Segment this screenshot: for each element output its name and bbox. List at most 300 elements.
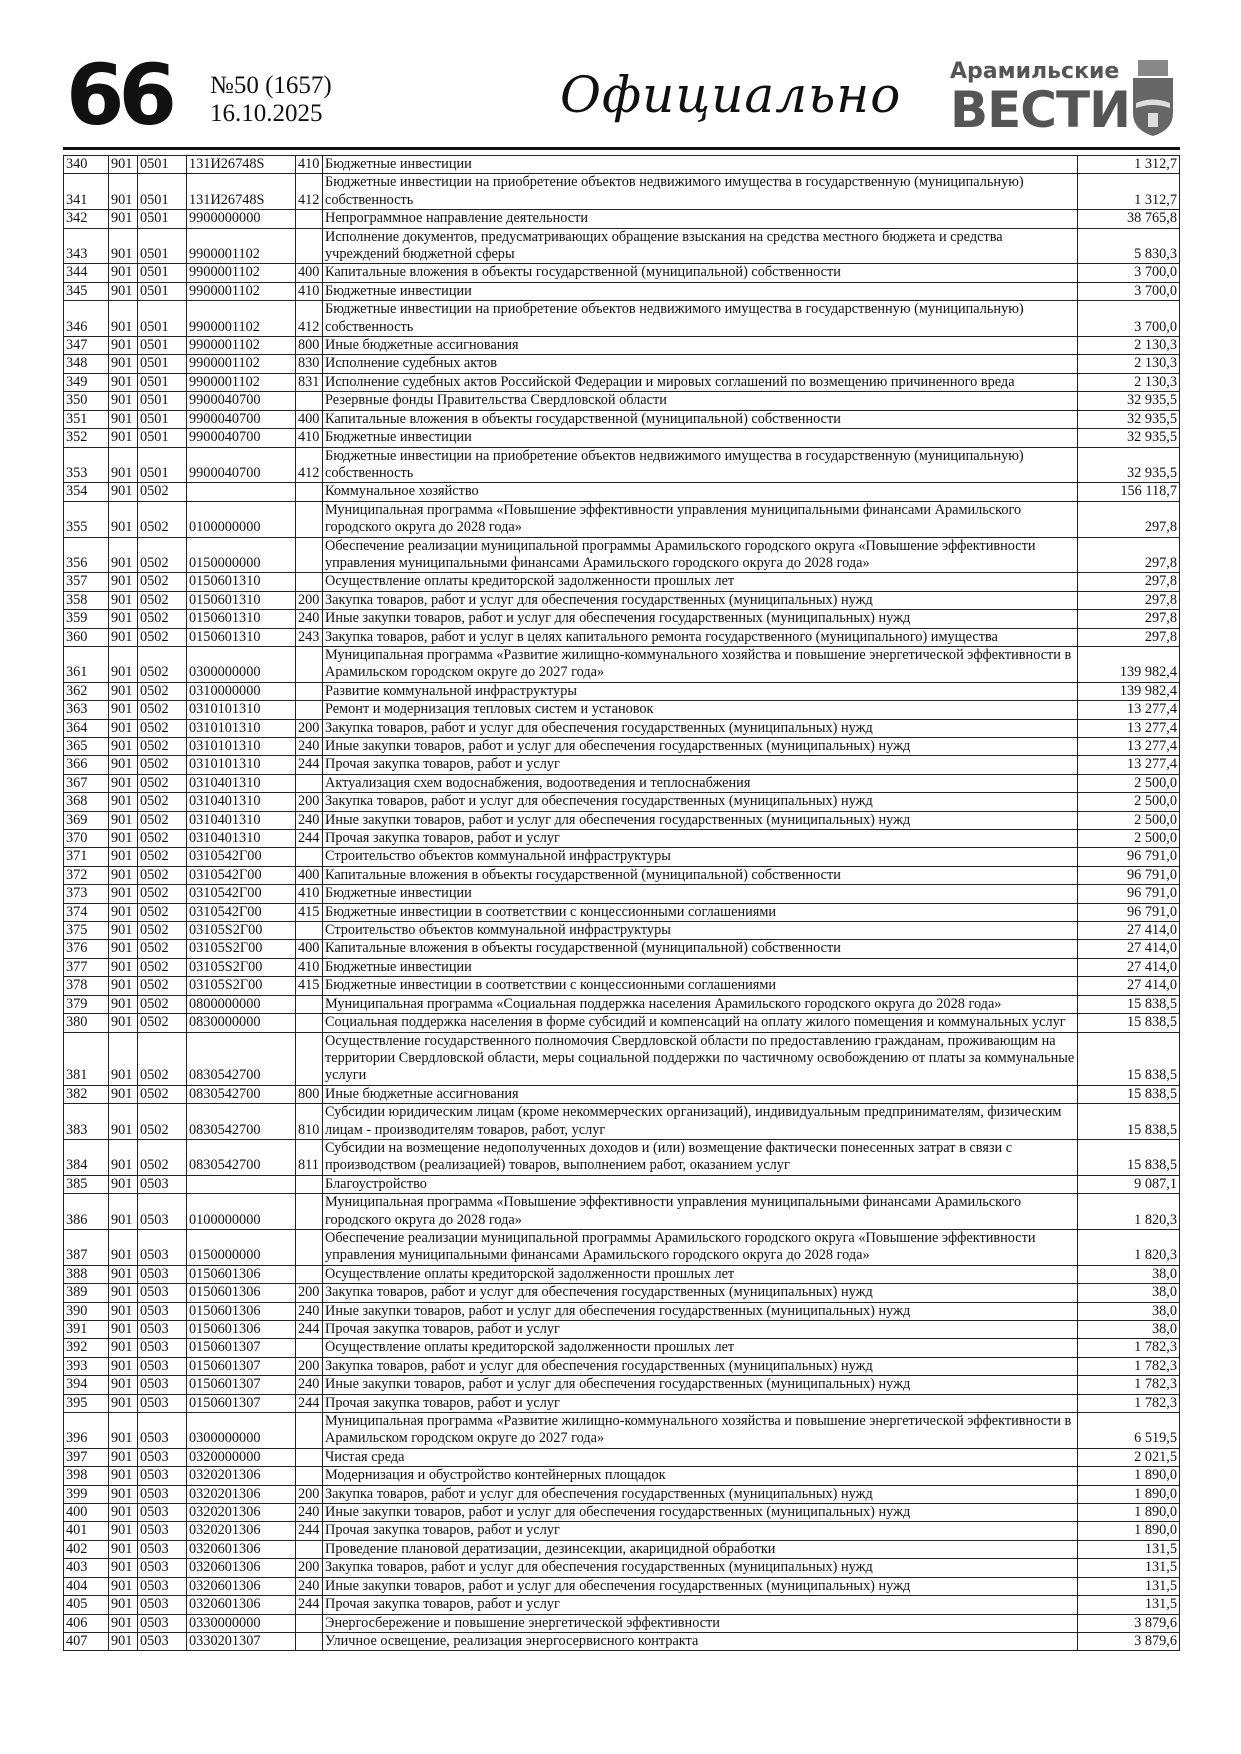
description: Обеспечение реализации муниципальной программы Арамильского городского округа «Повышение эффективности управления муниципальными финансами Арамильского городского округа до 2028 года» <box>323 537 1078 573</box>
table-row <box>64 1357 1180 1375</box>
expense-type <box>296 1032 323 1085</box>
section-code: 0502 <box>138 958 187 976</box>
target-article: 0300000000 <box>187 646 296 682</box>
expense-type: 240 <box>296 1577 323 1595</box>
expense-type <box>296 1614 323 1632</box>
row-number: 377 <box>64 958 109 976</box>
description: Бюджетные инвестиции <box>323 429 1078 447</box>
department-code: 901 <box>109 228 138 264</box>
department-code: 901 <box>109 373 138 391</box>
description: Закупка товаров, работ и услуг для обеспечения государственных (муниципальных) нужд <box>323 1559 1078 1577</box>
expense-type <box>296 774 323 792</box>
row-number: 372 <box>64 866 109 884</box>
expense-type: 410 <box>296 282 323 300</box>
row-number: 390 <box>64 1302 109 1320</box>
department-code: 901 <box>109 1394 138 1412</box>
target-article: 9900001102 <box>187 282 296 300</box>
newspaper-logo <box>950 59 1130 139</box>
section-code: 0501 <box>138 156 187 174</box>
row-number: 342 <box>64 210 109 228</box>
table-row <box>64 1085 1180 1103</box>
description: Закупка товаров, работ и услуг для обеспечения государственных (муниципальных) нужд <box>323 793 1078 811</box>
description: Обеспечение реализации муниципальной программы Арамильского городского округа «Повышение эффективности управления муниципальными финансами Арамильского городского округа до 2028 года» <box>323 1229 1078 1265</box>
row-number: 407 <box>64 1632 109 1650</box>
target-article: 0150601307 <box>187 1394 296 1412</box>
section-code: 0502 <box>138 1032 187 1085</box>
amount: 297,8 <box>1078 628 1180 646</box>
amount: 1 312,7 <box>1078 174 1180 210</box>
department-code: 901 <box>109 392 138 410</box>
amount: 32 935,5 <box>1078 447 1180 483</box>
expense-type: 800 <box>296 1085 323 1103</box>
department-code: 901 <box>109 940 138 958</box>
amount: 32 935,5 <box>1078 392 1180 410</box>
expense-type: 244 <box>296 830 323 848</box>
description: Резервные фонды Правительства Свердловской области <box>323 392 1078 410</box>
expense-type: 800 <box>296 337 323 355</box>
row-number: 368 <box>64 793 109 811</box>
description: Прочая закупка товаров, работ и услуг <box>323 1394 1078 1412</box>
department-code: 901 <box>109 811 138 829</box>
amount: 13 277,4 <box>1078 719 1180 737</box>
section-code: 0503 <box>138 1175 187 1193</box>
section-code: 0501 <box>138 373 187 391</box>
description: Осуществление оплаты кредиторской задолженности прошлых лет <box>323 1265 1078 1283</box>
target-article: 0310101310 <box>187 719 296 737</box>
amount: 2 500,0 <box>1078 774 1180 792</box>
section-code: 0502 <box>138 719 187 737</box>
issue-number: №50 (1657) <box>210 72 332 99</box>
target-article: 9900040700 <box>187 429 296 447</box>
expense-type <box>296 1467 323 1485</box>
target-article: 0310542Г00 <box>187 866 296 884</box>
department-code: 901 <box>109 301 138 337</box>
row-number: 406 <box>64 1614 109 1632</box>
table-row <box>64 301 1180 337</box>
department-code: 901 <box>109 410 138 428</box>
description: Осуществление оплаты кредиторской задолженности прошлых лет <box>323 1339 1078 1357</box>
section-code: 0501 <box>138 228 187 264</box>
department-code: 901 <box>109 1175 138 1193</box>
row-number: 391 <box>64 1321 109 1339</box>
expense-type <box>296 228 323 264</box>
table-row <box>64 447 1180 483</box>
expense-type <box>296 1632 323 1650</box>
amount: 15 838,5 <box>1078 1085 1180 1103</box>
row-number: 366 <box>64 756 109 774</box>
amount: 15 838,5 <box>1078 1139 1180 1175</box>
description: Развитие коммунальной инфраструктуры <box>323 682 1078 700</box>
description: Капитальные вложения в объекты государственной (муниципальной) собственности <box>323 410 1078 428</box>
table-row <box>64 830 1180 848</box>
expense-type <box>296 483 323 501</box>
target-article: 0310101310 <box>187 756 296 774</box>
section-code: 0503 <box>138 1357 187 1375</box>
table-row <box>64 811 1180 829</box>
row-number: 350 <box>64 392 109 410</box>
amount: 13 277,4 <box>1078 756 1180 774</box>
row-number: 385 <box>64 1175 109 1193</box>
row-number: 340 <box>64 156 109 174</box>
description: Капитальные вложения в объекты государственной (муниципальной) собственности <box>323 866 1078 884</box>
section-code: 0502 <box>138 756 187 774</box>
expense-type: 240 <box>296 1302 323 1320</box>
amount: 32 935,5 <box>1078 429 1180 447</box>
row-number: 363 <box>64 701 109 719</box>
budget-table <box>63 155 1180 1651</box>
target-article: 0150601306 <box>187 1302 296 1320</box>
target-article: 0330000000 <box>187 1614 296 1632</box>
table-row <box>64 1485 1180 1503</box>
description: Иные бюджетные ассигнования <box>323 337 1078 355</box>
department-code: 901 <box>109 1302 138 1320</box>
department-code: 901 <box>109 1032 138 1085</box>
department-code: 901 <box>109 701 138 719</box>
row-number: 397 <box>64 1448 109 1466</box>
amount: 297,8 <box>1078 501 1180 537</box>
description: Актуализация схем водоснабжения, водоотведения и теплоснабжения <box>323 774 1078 792</box>
amount: 96 791,0 <box>1078 885 1180 903</box>
expense-type: 240 <box>296 738 323 756</box>
description: Иные бюджетные ассигнования <box>323 1085 1078 1103</box>
amount: 297,8 <box>1078 610 1180 628</box>
section-code: 0502 <box>138 591 187 609</box>
section-code: 0502 <box>138 573 187 591</box>
table-row <box>64 1139 1180 1175</box>
section-code: 0502 <box>138 866 187 884</box>
table-row <box>64 848 1180 866</box>
expense-type: 410 <box>296 958 323 976</box>
target-article: 9900001102 <box>187 337 296 355</box>
amount: 13 277,4 <box>1078 701 1180 719</box>
amount: 131,5 <box>1078 1540 1180 1558</box>
table-row <box>64 210 1180 228</box>
description: Социальная поддержка населения в форме субсидий и компенсаций на оплату жилого помещения и коммунальных услуг <box>323 1014 1078 1032</box>
department-code: 901 <box>109 264 138 282</box>
expense-type: 831 <box>296 373 323 391</box>
description: Осуществление государственного полномочия Свердловской области по предоставлению гражданам, проживающим на территории Свердловской области, меры социальной поддержки по частичному освобождению от платы за коммунальные услуги <box>323 1032 1078 1085</box>
row-number: 394 <box>64 1376 109 1394</box>
table-row <box>64 738 1180 756</box>
description: Энергосбережение и повышение энергетической эффективности <box>323 1614 1078 1632</box>
expense-type: 412 <box>296 301 323 337</box>
department-code: 901 <box>109 848 138 866</box>
expense-type <box>296 1448 323 1466</box>
expense-type: 240 <box>296 1376 323 1394</box>
expense-type: 244 <box>296 1394 323 1412</box>
expense-type: 200 <box>296 793 323 811</box>
target-article: 0310542Г00 <box>187 903 296 921</box>
amount: 1 782,3 <box>1078 1394 1180 1412</box>
section-code: 0502 <box>138 1014 187 1032</box>
amount: 27 414,0 <box>1078 958 1180 976</box>
description: Исполнение судебных актов <box>323 355 1078 373</box>
expense-type: 240 <box>296 1504 323 1522</box>
row-number: 359 <box>64 610 109 628</box>
amount: 2 500,0 <box>1078 793 1180 811</box>
department-code: 901 <box>109 337 138 355</box>
table-row <box>64 1175 1180 1193</box>
target-article: 0150601307 <box>187 1357 296 1375</box>
target-article: 0100000000 <box>187 501 296 537</box>
description: Субсидии юридическим лицам (кроме некоммерческих организаций), индивидуальным предпринимателям, физическим лицам - производителям товаров, работ, услуг <box>323 1104 1078 1140</box>
expense-type <box>296 1175 323 1193</box>
department-code: 901 <box>109 738 138 756</box>
target-article: 0320601306 <box>187 1540 296 1558</box>
amount: 15 838,5 <box>1078 995 1180 1013</box>
section-code: 0503 <box>138 1229 187 1265</box>
table-row <box>64 537 1180 573</box>
department-code: 901 <box>109 1504 138 1522</box>
description: Непрограммное направление деятельности <box>323 210 1078 228</box>
department-code: 901 <box>109 1229 138 1265</box>
target-article: 0330201307 <box>187 1632 296 1650</box>
department-code: 901 <box>109 1357 138 1375</box>
section-code: 0503 <box>138 1632 187 1650</box>
section-code: 0503 <box>138 1522 187 1540</box>
section-code: 0503 <box>138 1194 187 1230</box>
department-code: 901 <box>109 1376 138 1394</box>
table-row <box>64 337 1180 355</box>
row-number: 371 <box>64 848 109 866</box>
target-article: 0320201306 <box>187 1504 296 1522</box>
description: Иные закупки товаров, работ и услуг для обеспечения государственных (муниципальных) нужд <box>323 1376 1078 1394</box>
section-code: 0503 <box>138 1504 187 1522</box>
expense-type <box>296 210 323 228</box>
row-number: 401 <box>64 1522 109 1540</box>
table-row <box>64 756 1180 774</box>
description: Строительство объектов коммунальной инфраструктуры <box>323 848 1078 866</box>
amount: 38 765,8 <box>1078 210 1180 228</box>
expense-type: 810 <box>296 1104 323 1140</box>
amount: 96 791,0 <box>1078 848 1180 866</box>
amount: 38,0 <box>1078 1284 1180 1302</box>
expense-type: 410 <box>296 429 323 447</box>
department-code: 901 <box>109 1596 138 1614</box>
description: Бюджетные инвестиции в соответствии с концессионными соглашениями <box>323 903 1078 921</box>
section-code: 0502 <box>138 646 187 682</box>
amount: 297,8 <box>1078 573 1180 591</box>
target-article: 0320201306 <box>187 1467 296 1485</box>
amount: 131,5 <box>1078 1559 1180 1577</box>
target-article: 0830542700 <box>187 1104 296 1140</box>
section-code: 0503 <box>138 1284 187 1302</box>
table-row <box>64 410 1180 428</box>
row-number: 378 <box>64 977 109 995</box>
target-article: 9900040700 <box>187 447 296 483</box>
description: Закупка товаров, работ и услуг в целях капитального ремонта государственного (муниципального) имущества <box>323 628 1078 646</box>
amount: 2 021,5 <box>1078 1448 1180 1466</box>
target-article: 03105S2Г00 <box>187 940 296 958</box>
row-number: 347 <box>64 337 109 355</box>
header-rule <box>63 147 1180 150</box>
section-code: 0501 <box>138 429 187 447</box>
department-code: 901 <box>109 1559 138 1577</box>
expense-type <box>296 537 323 573</box>
section-code: 0503 <box>138 1467 187 1485</box>
section-code: 0502 <box>138 793 187 811</box>
expense-type: 412 <box>296 447 323 483</box>
target-article <box>187 483 296 501</box>
target-article: 0310000000 <box>187 682 296 700</box>
description: Иные закупки товаров, работ и услуг для обеспечения государственных (муниципальных) нужд <box>323 1302 1078 1320</box>
row-number: 405 <box>64 1596 109 1614</box>
section-code: 0503 <box>138 1302 187 1320</box>
target-article: 9900040700 <box>187 392 296 410</box>
expense-type <box>296 1339 323 1357</box>
department-code: 901 <box>109 591 138 609</box>
description: Иные закупки товаров, работ и услуг для обеспечения государственных (муниципальных) нужд <box>323 610 1078 628</box>
amount: 3 700,0 <box>1078 264 1180 282</box>
section-code: 0501 <box>138 210 187 228</box>
section-code: 0503 <box>138 1265 187 1283</box>
department-code: 901 <box>109 210 138 228</box>
table-row <box>64 1614 1180 1632</box>
expense-type <box>296 922 323 940</box>
table-row <box>64 174 1180 210</box>
department-code: 901 <box>109 719 138 737</box>
table-row <box>64 1265 1180 1283</box>
department-code: 901 <box>109 610 138 628</box>
description: Исполнение судебных актов Российской Федерации и мировых соглашений по возмещению причиненного вреда <box>323 373 1078 391</box>
target-article: 0830542700 <box>187 1139 296 1175</box>
table-row <box>64 282 1180 300</box>
description: Бюджетные инвестиции на приобретение объектов недвижимого имущества в государственную (муниципальную) собственность <box>323 301 1078 337</box>
section-code: 0501 <box>138 355 187 373</box>
department-code: 901 <box>109 1085 138 1103</box>
amount: 6 519,5 <box>1078 1413 1180 1449</box>
target-article: 0150601307 <box>187 1339 296 1357</box>
section-code: 0503 <box>138 1448 187 1466</box>
expense-type <box>296 501 323 537</box>
amount: 2 500,0 <box>1078 811 1180 829</box>
department-code: 901 <box>109 1104 138 1140</box>
table-row <box>64 1467 1180 1485</box>
row-number: 386 <box>64 1194 109 1230</box>
row-number: 398 <box>64 1467 109 1485</box>
expense-type: 200 <box>296 591 323 609</box>
table-row <box>64 922 1180 940</box>
table-row <box>64 958 1180 976</box>
target-article: 0830542700 <box>187 1032 296 1085</box>
amount: 131,5 <box>1078 1596 1180 1614</box>
amount: 156 118,7 <box>1078 483 1180 501</box>
target-article: 9900000000 <box>187 210 296 228</box>
table-row <box>64 1540 1180 1558</box>
target-article: 0320201306 <box>187 1522 296 1540</box>
description: Бюджетные инвестиции на приобретение объектов недвижимого имущества в государственную (муниципальную) собственность <box>323 447 1078 483</box>
section-code: 0502 <box>138 682 187 700</box>
table-row <box>64 1376 1180 1394</box>
amount: 27 414,0 <box>1078 977 1180 995</box>
table-row <box>64 501 1180 537</box>
row-number: 399 <box>64 1485 109 1503</box>
section-code: 0503 <box>138 1614 187 1632</box>
expense-type <box>296 392 323 410</box>
row-number: 358 <box>64 591 109 609</box>
department-code: 901 <box>109 1540 138 1558</box>
amount: 15 838,5 <box>1078 1032 1180 1085</box>
description: Иные закупки товаров, работ и услуг для обеспечения государственных (муниципальных) нужд <box>323 1577 1078 1595</box>
target-article: 9900001102 <box>187 355 296 373</box>
table-row <box>64 1448 1180 1466</box>
section-code: 0502 <box>138 977 187 995</box>
department-code: 901 <box>109 483 138 501</box>
expense-type <box>296 848 323 866</box>
description: Прочая закупка товаров, работ и услуг <box>323 1522 1078 1540</box>
amount: 131,5 <box>1078 1577 1180 1595</box>
description: Бюджетные инвестиции <box>323 958 1078 976</box>
target-article: 0310401310 <box>187 774 296 792</box>
department-code: 901 <box>109 156 138 174</box>
issue-date: 16.10.2025 <box>210 100 323 127</box>
amount: 297,8 <box>1078 537 1180 573</box>
target-article: 0150601306 <box>187 1321 296 1339</box>
row-number: 376 <box>64 940 109 958</box>
description: Прочая закупка товаров, работ и услуг <box>323 756 1078 774</box>
department-code: 901 <box>109 447 138 483</box>
amount: 1 782,3 <box>1078 1357 1180 1375</box>
table-row <box>64 591 1180 609</box>
table-row <box>64 1339 1180 1357</box>
table-row <box>64 977 1180 995</box>
expense-type: 415 <box>296 977 323 995</box>
expense-type: 415 <box>296 903 323 921</box>
description: Капитальные вложения в объекты государственной (муниципальной) собственности <box>323 264 1078 282</box>
amount: 13 277,4 <box>1078 738 1180 756</box>
amount: 1 782,3 <box>1078 1376 1180 1394</box>
section-code: 0502 <box>138 830 187 848</box>
department-code: 901 <box>109 1614 138 1632</box>
row-number: 352 <box>64 429 109 447</box>
row-number: 387 <box>64 1229 109 1265</box>
target-article: 0310542Г00 <box>187 848 296 866</box>
row-number: 396 <box>64 1413 109 1449</box>
section-code: 0501 <box>138 301 187 337</box>
department-code: 901 <box>109 646 138 682</box>
description: Осуществление оплаты кредиторской задолженности прошлых лет <box>323 573 1078 591</box>
description: Исполнение документов, предусматривающих обращение взыскания на средства местного бюджета и средства учреждений бюджетной сферы <box>323 228 1078 264</box>
row-number: 389 <box>64 1284 109 1302</box>
description: Бюджетные инвестиции <box>323 282 1078 300</box>
amount: 2 130,3 <box>1078 355 1180 373</box>
description: Закупка товаров, работ и услуг для обеспечения государственных (муниципальных) нужд <box>323 1357 1078 1375</box>
table-row <box>64 1413 1180 1449</box>
section-code: 0502 <box>138 903 187 921</box>
expense-type: 400 <box>296 866 323 884</box>
expense-type: 244 <box>296 1596 323 1614</box>
table-row <box>64 701 1180 719</box>
description: Капитальные вложения в объекты государственной (муниципальной) собственности <box>323 940 1078 958</box>
row-number: 349 <box>64 373 109 391</box>
target-article: 0320601306 <box>187 1559 296 1577</box>
amount: 1 890,0 <box>1078 1522 1180 1540</box>
table-row <box>64 940 1180 958</box>
description: Модернизация и обустройство контейнерных площадок <box>323 1467 1078 1485</box>
table-row <box>64 1104 1180 1140</box>
table-row <box>64 1577 1180 1595</box>
row-number: 348 <box>64 355 109 373</box>
department-code: 901 <box>109 1448 138 1466</box>
department-code: 901 <box>109 1139 138 1175</box>
amount: 3 879,6 <box>1078 1632 1180 1650</box>
row-number: 392 <box>64 1339 109 1357</box>
target-article: 0150000000 <box>187 537 296 573</box>
row-number: 346 <box>64 301 109 337</box>
expense-type: 200 <box>296 1357 323 1375</box>
description: Иные закупки товаров, работ и услуг для обеспечения государственных (муниципальных) нужд <box>323 1504 1078 1522</box>
table-row <box>64 1032 1180 1085</box>
